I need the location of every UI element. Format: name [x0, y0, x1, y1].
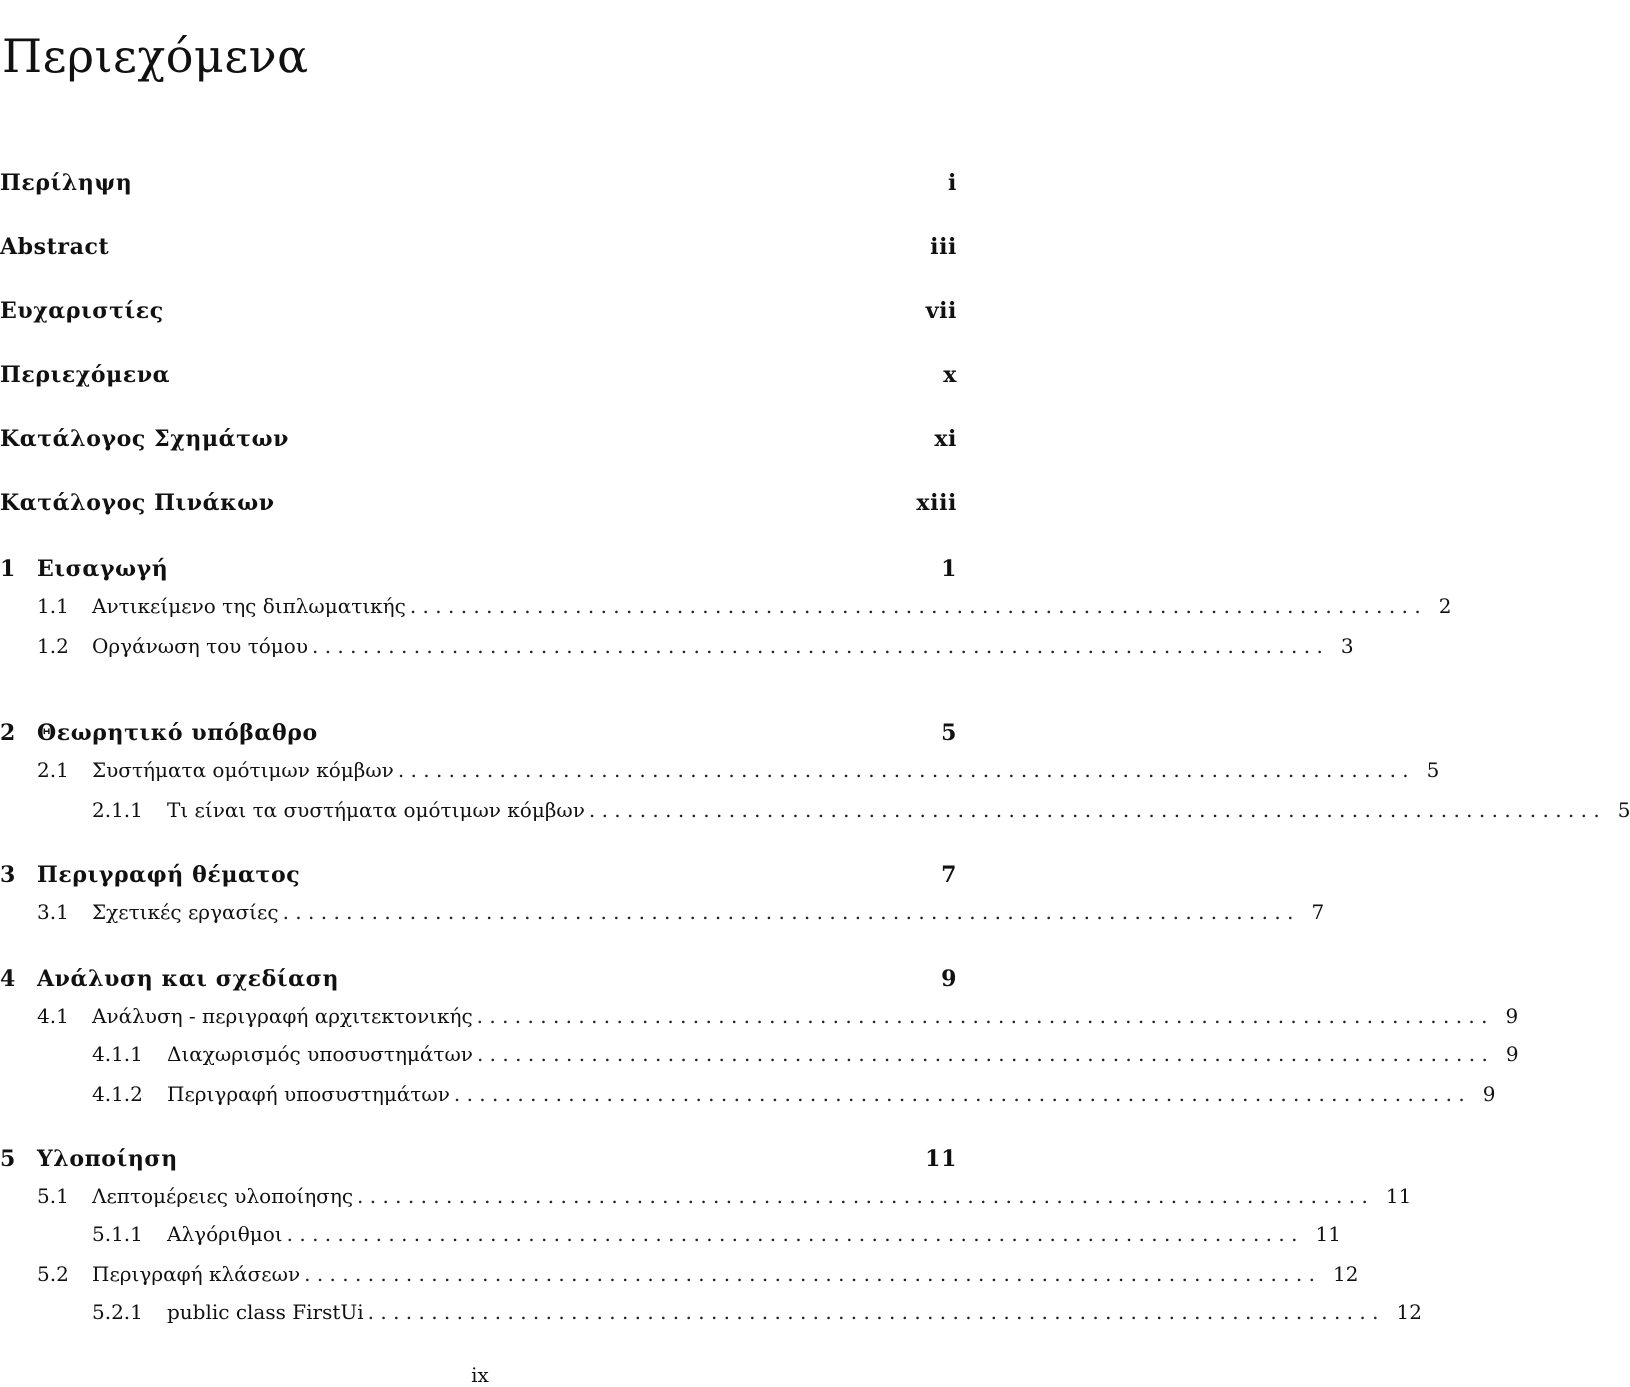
toc-entry-front-4[interactable]	[0, 426, 957, 458]
toc-entry-chapter-5[interactable]	[0, 1146, 957, 1178]
dot-leader: . . . . . . . . . . . . . . . . . . . . . . . . . . . . . . . . . . . . . . . . . . . . . . . . . . . . . . . . . . . . . . . . . . . . . . . . . . . . . . . .	[357, 1184, 1368, 1208]
toc-entry-number: 2.1	[37, 758, 69, 782]
toc-entry-number: 1.2	[37, 634, 69, 658]
toc-entry-label: Λεπτομέρειες υλοποίησης	[92, 1184, 354, 1208]
toc-entry-number: 1.1	[37, 594, 69, 618]
toc-entry-number: 4.1.1	[92, 1042, 143, 1066]
toc-entry-section-2-1-1[interactable]	[0, 798, 1630, 830]
toc-entry-chapter-1[interactable]	[0, 556, 957, 588]
toc-entry-page: 7	[941, 862, 957, 888]
page-number-footer: ix	[471, 1363, 489, 1387]
toc-entry-front-2[interactable]	[0, 298, 957, 330]
toc-entry-label: Περίληψη	[0, 170, 133, 196]
dot-leader: . . . . . . . . . . . . . . . . . . . . . . . . . . . . . . . . . . . . . . . . . . . . . . . . . . . . . . . . . . . . . . . . . . . . . . . . . . . . . . . .	[282, 900, 1294, 924]
toc-entry-label: Εισαγωγή	[37, 556, 169, 582]
toc-entry-section-4-1-1[interactable]	[0, 1042, 1519, 1074]
toc-entry-label: Συστήματα ομότιμων κόμβων	[92, 758, 394, 782]
toc-entry-number: 3.1	[37, 900, 69, 924]
toc-entry-number: 5	[0, 1146, 16, 1172]
toc-entry-section-4-1-2[interactable]	[0, 1082, 1496, 1114]
toc-entry-page: 9	[1505, 1004, 1519, 1028]
toc-entry-section-5-1[interactable]	[0, 1184, 1412, 1216]
toc-entry-section-5-2-1[interactable]	[0, 1300, 1422, 1332]
toc-entry-label: Κατάλογος Σχημάτων	[0, 426, 290, 452]
toc-entry-label: Διαχωρισμός υποσυστημάτων	[167, 1042, 473, 1066]
toc-entry-page: 3	[1340, 634, 1354, 658]
dot-leader: . . . . . . . . . . . . . . . . . . . . . . . . . . . . . . . . . . . . . . . . . . . . . . . . . . . . . . . . . . . . . . . . . . . . . . . . . . . . . . . .	[286, 1222, 1298, 1246]
toc-entry-page: 1	[941, 556, 957, 582]
dot-leader: . . . . . . . . . . . . . . . . . . . . . . . . . . . . . . . . . . . . . . . . . . . . . . . . . . . . . . . . . . . . . . . . . . . . . . . . . . . . . . . .	[588, 798, 1600, 822]
dot-leader: . . . . . . . . . . . . . . . . . . . . . . . . . . . . . . . . . . . . . . . . . . . . . . . . . . . . . . . . . . . . . . . . . . . . . . . . . . . . . . . .	[476, 1004, 1488, 1028]
toc-entry-number: 4.1	[37, 1004, 69, 1028]
toc-entry-page: x	[943, 362, 957, 388]
toc-entry-page: 9	[1505, 1042, 1519, 1066]
toc-entry-section-1-1[interactable]	[0, 594, 1452, 626]
toc-entry-label: Περιγραφή κλάσεων	[92, 1262, 301, 1286]
toc-entry-page: 9	[941, 966, 957, 992]
toc-entry-page: 11	[1385, 1184, 1412, 1208]
toc-entry-front-3[interactable]	[0, 362, 957, 394]
dot-leader: . . . . . . . . . . . . . . . . . . . . . . . . . . . . . . . . . . . . . . . . . . . . . . . . . . . . . . . . . . . . . . . . . . . . . . . . . . . . . . . .	[312, 634, 1323, 658]
toc-entry-number: 2	[0, 720, 16, 746]
toc-entry-number: 2.1.1	[92, 798, 143, 822]
dot-leader: . . . . . . . . . . . . . . . . . . . . . . . . . . . . . . . . . . . . . . . . . . . . . . . . . . . . . . . . . . . . . . . . . . . . . . . . . . . . . . . .	[476, 1042, 1488, 1066]
toc-entry-label: Αλγόριθμοι	[167, 1222, 283, 1246]
dot-leader: . . . . . . . . . . . . . . . . . . . . . . . . . . . . . . . . . . . . . . . . . . . . . . . . . . . . . . . . . . . . . . . . . . . . . . . . . . . . . . . .	[409, 594, 1421, 618]
toc-entry-front-0[interactable]	[0, 170, 957, 202]
toc-entry-label: Περιγραφή υποσυστημάτων	[167, 1082, 450, 1106]
dot-leader: . . . . . . . . . . . . . . . . . . . . . . . . . . . . . . . . . . . . . . . . . . . . . . . . . . . . . . . . . . . . . . . . . . . . . . . . . . . . . . . .	[367, 1300, 1379, 1324]
toc-entry-front-1[interactable]	[0, 234, 957, 266]
toc-entry-label: Θεωρητικό υπόβαθρο	[37, 720, 318, 746]
toc-entry-page: xiii	[916, 490, 957, 516]
toc-entry-number: 5.1	[37, 1184, 69, 1208]
toc-entry-number: 1	[0, 556, 16, 582]
toc-entry-page: 7	[1311, 900, 1325, 924]
toc-entry-label: Τι είναι τα συστήματα ομότιμων κόμβων	[167, 798, 585, 822]
toc-entry-number: 5.1.1	[92, 1222, 143, 1246]
toc-entry-number: 4.1.2	[92, 1082, 143, 1106]
toc-entry-label: Οργάνωση του τόμου	[92, 634, 308, 658]
toc-entry-page: iii	[930, 234, 957, 260]
toc-entry-page: 5	[1617, 798, 1630, 822]
toc-entry-page: 12	[1396, 1300, 1422, 1324]
toc-entry-section-4-1[interactable]	[0, 1004, 1519, 1036]
toc-entry-page: 5	[941, 720, 957, 746]
toc-entry-label: Σχετικές εργασίες	[92, 900, 279, 924]
toc-entry-section-5-2[interactable]	[0, 1262, 1359, 1294]
toc-entry-chapter-4[interactable]	[0, 966, 957, 998]
dot-leader: . . . . . . . . . . . . . . . . . . . . . . . . . . . . . . . . . . . . . . . . . . . . . . . . . . . . . . . . . . . . . . . . . . . . . . . . . . . . . . . .	[453, 1082, 1465, 1106]
toc-entry-page: 5	[1426, 758, 1440, 782]
toc-entry-label: Κατάλογος Πινάκων	[0, 490, 275, 516]
toc-entry-number: 4	[0, 966, 16, 992]
toc-entry-chapter-3[interactable]	[0, 862, 957, 894]
toc-entry-label: Αντικείμενο της διπλωματικής	[92, 594, 406, 618]
toc-entry-chapter-2[interactable]	[0, 720, 957, 752]
toc-entry-section-2-1[interactable]	[0, 758, 1440, 790]
dot-leader: . . . . . . . . . . . . . . . . . . . . . . . . . . . . . . . . . . . . . . . . . . . . . . . . . . . . . . . . . . . . . . . . . . . . . . . . . . . . . . . .	[397, 758, 1409, 782]
toc-entry-page: 2	[1438, 594, 1452, 618]
toc-entry-front-5[interactable]	[0, 490, 957, 522]
dot-leader: . . . . . . . . . . . . . . . . . . . . . . . . . . . . . . . . . . . . . . . . . . . . . . . . . . . . . . . . . . . . . . . . . . . . . . . . . . . . . . . .	[304, 1262, 1315, 1286]
toc-entry-label: Ανάλυση - περιγραφή αρχιτεκτονικής	[92, 1004, 473, 1028]
toc-entry-label: Περιεχόμενα	[0, 362, 171, 388]
toc-entry-page: vii	[925, 298, 957, 324]
toc-entry-label: Ανάλυση και σχεδίαση	[37, 966, 340, 992]
toc-entry-page: i	[948, 170, 957, 196]
page-title: Περιεχόμενα	[2, 28, 309, 83]
toc-entry-label: Ευχαριστίες	[0, 298, 164, 324]
toc-entry-section-3-1[interactable]	[0, 900, 1325, 932]
toc-entry-label: public class FirstUi	[167, 1300, 364, 1324]
toc-entry-section-5-1-1[interactable]	[0, 1222, 1341, 1254]
toc-entry-page: 9	[1482, 1082, 1496, 1106]
toc-entry-label: Υλοποίηση	[37, 1146, 178, 1172]
toc-entry-number: 5.2.1	[92, 1300, 143, 1324]
toc-entry-number: 5.2	[37, 1262, 69, 1286]
toc-entry-label: Περιγραφή θέματος	[37, 862, 301, 888]
toc-entry-section-1-2[interactable]	[0, 634, 1354, 666]
toc-entry-page: 11	[1315, 1222, 1341, 1246]
toc-entry-page: 11	[925, 1146, 957, 1172]
toc-entry-number: 3	[0, 862, 16, 888]
toc-entry-page: 12	[1332, 1262, 1359, 1286]
toc-entry-page: xi	[934, 426, 957, 452]
toc-entry-label: Abstract	[0, 234, 110, 260]
